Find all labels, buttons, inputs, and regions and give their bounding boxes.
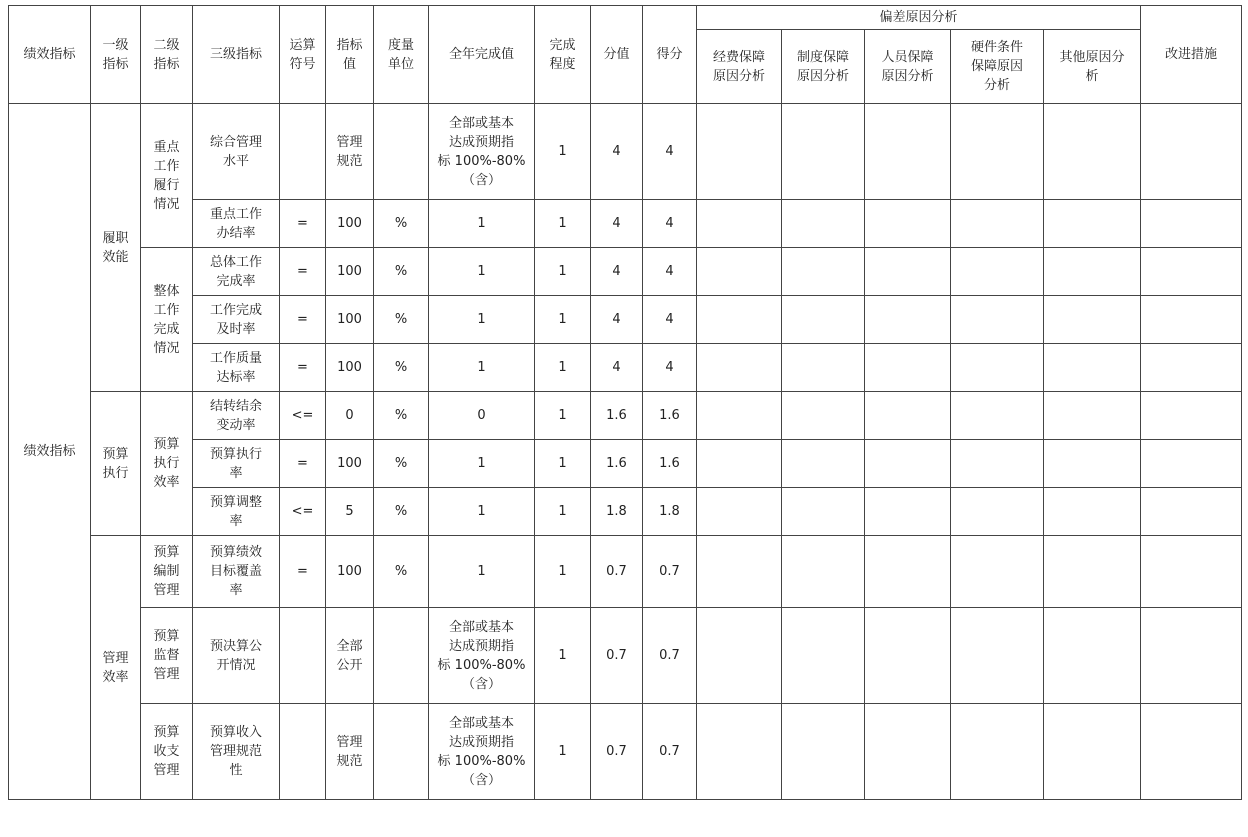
cell-improvement [1141,296,1242,344]
cell-dev-other [1044,536,1141,608]
cell-level3: 预算执行 率 [193,440,280,488]
cell-level2-budget-prep: 预算 编制 管理 [141,536,193,608]
cell-earned: 0.7 [643,536,697,608]
cell-target: 100 [326,536,374,608]
cell-dev-hardware [951,488,1044,536]
header-dev-funding: 经费保障 原因分析 [697,30,782,104]
cell-degree: 1 [535,704,591,800]
cell-dev-hardware [951,704,1044,800]
cell-earned: 4 [643,200,697,248]
cell-dev-system [782,344,865,392]
cell-unit: % [374,440,429,488]
header-dev-hardware: 硬件条件 保障原因 分析 [951,30,1044,104]
cell-unit: % [374,392,429,440]
cell-earned: 4 [643,248,697,296]
cell-target: 管理 规范 [326,104,374,200]
cell-dev-other [1044,392,1141,440]
cell-actual: 1 [429,536,535,608]
cell-dev-staff [865,296,951,344]
cell-earned: 1.8 [643,488,697,536]
cell-dev-funding [697,344,782,392]
cell-dev-funding [697,104,782,200]
cell-level1-budget: 预算 执行 [91,392,141,536]
cell-dev-staff [865,392,951,440]
cell-dev-funding [697,488,782,536]
cell-earned: 1.6 [643,392,697,440]
cell-level2-key-work: 重点 工作 履行 情况 [141,104,193,248]
cell-level3: 预决算公 开情况 [193,608,280,704]
cell-level2-budget-revenue: 预算 收支 管理 [141,704,193,800]
cell-level2-budget-exec: 预算 执行 效率 [141,392,193,536]
cell-dev-staff [865,200,951,248]
cell-score: 0.7 [591,536,643,608]
cell-improvement [1141,344,1242,392]
cell-level3: 工作完成 及时率 [193,296,280,344]
header-deviation-analysis: 偏差原因分析 [697,6,1141,30]
cell-level3: 工作质量 达标率 [193,344,280,392]
header-unit: 度量 单位 [374,6,429,104]
cell-level3: 预算绩效 目标覆盖 率 [193,536,280,608]
cell-earned: 4 [643,296,697,344]
header-level3: 三级指标 [193,6,280,104]
cell-dev-funding [697,200,782,248]
cell-dev-hardware [951,440,1044,488]
cell-unit [374,704,429,800]
cell-improvement [1141,440,1242,488]
header-points-earned: 得分 [643,6,697,104]
cell-level3: 结转结余 变动率 [193,392,280,440]
cell-level3: 预算收入 管理规范 性 [193,704,280,800]
performance-indicator-table [8,5,1242,800]
cell-dev-staff [865,488,951,536]
cell-operator [280,608,326,704]
header-target-value: 指标 值 [326,6,374,104]
cell-earned: 0.7 [643,608,697,704]
cell-target: 100 [326,440,374,488]
cell-actual: 全部或基本 达成预期指 标 100%-80% （含） [429,608,535,704]
cell-dev-other [1044,344,1141,392]
cell-degree: 1 [535,392,591,440]
cell-degree: 1 [535,296,591,344]
cell-operator: = [280,248,326,296]
cell-dev-funding [697,704,782,800]
cell-improvement [1141,104,1242,200]
header-perf-indicator: 绩效指标 [9,6,91,104]
cell-dev-system [782,440,865,488]
cell-operator: = [280,344,326,392]
cell-dev-funding [697,248,782,296]
cell-dev-hardware [951,536,1044,608]
cell-degree: 1 [535,536,591,608]
cell-dev-system [782,608,865,704]
cell-dev-staff [865,104,951,200]
cell-actual: 1 [429,440,535,488]
header-dev-system: 制度保障 原因分析 [782,30,865,104]
cell-level3: 预算调整 率 [193,488,280,536]
cell-target: 100 [326,248,374,296]
cell-dev-hardware [951,248,1044,296]
cell-unit: % [374,296,429,344]
cell-dev-funding [697,392,782,440]
cell-actual: 1 [429,488,535,536]
cell-operator: <= [280,392,326,440]
cell-unit: % [374,248,429,296]
header-dev-staff: 人员保障 原因分析 [865,30,951,104]
cell-dev-other [1044,440,1141,488]
cell-level1-duty: 履职 效能 [91,104,141,392]
cell-dev-other [1044,248,1141,296]
cell-perf-group: 绩效指标 [9,104,91,800]
cell-level1-mgmt: 管理 效率 [91,536,141,800]
cell-dev-other [1044,704,1141,800]
cell-actual: 1 [429,296,535,344]
cell-score: 4 [591,104,643,200]
header-operator: 运算 符号 [280,6,326,104]
cell-level2-budget-supervision: 预算 监督 管理 [141,608,193,704]
cell-dev-staff [865,536,951,608]
cell-score: 1.6 [591,392,643,440]
cell-improvement [1141,704,1242,800]
cell-dev-system [782,200,865,248]
header-dev-other: 其他原因分 析 [1044,30,1141,104]
cell-earned: 0.7 [643,704,697,800]
cell-dev-funding [697,296,782,344]
cell-dev-system [782,536,865,608]
cell-score: 4 [591,296,643,344]
cell-degree: 1 [535,344,591,392]
cell-dev-other [1044,608,1141,704]
cell-unit: % [374,200,429,248]
cell-dev-system [782,296,865,344]
cell-improvement [1141,248,1242,296]
cell-score: 0.7 [591,704,643,800]
cell-degree: 1 [535,440,591,488]
cell-earned: 1.6 [643,440,697,488]
cell-dev-funding [697,440,782,488]
cell-unit: % [374,536,429,608]
cell-actual: 全部或基本 达成预期指 标 100%-80% （含） [429,104,535,200]
cell-dev-other [1044,296,1141,344]
cell-earned: 4 [643,104,697,200]
cell-degree: 1 [535,608,591,704]
cell-actual: 1 [429,248,535,296]
cell-target: 5 [326,488,374,536]
cell-dev-hardware [951,200,1044,248]
cell-score: 4 [591,344,643,392]
cell-dev-hardware [951,392,1044,440]
cell-operator: = [280,200,326,248]
cell-dev-other [1044,104,1141,200]
cell-score: 4 [591,248,643,296]
cell-dev-hardware [951,296,1044,344]
cell-dev-system [782,392,865,440]
cell-dev-hardware [951,608,1044,704]
cell-dev-funding [697,536,782,608]
header-improvement: 改进措施 [1141,6,1242,104]
cell-operator: = [280,440,326,488]
header-score: 分值 [591,6,643,104]
cell-degree: 1 [535,200,591,248]
cell-level3: 综合管理 水平 [193,104,280,200]
header-annual-actual: 全年完成值 [429,6,535,104]
cell-dev-hardware [951,104,1044,200]
cell-dev-funding [697,608,782,704]
header-level2: 二级 指标 [141,6,193,104]
cell-unit [374,104,429,200]
cell-dev-system [782,248,865,296]
cell-improvement [1141,608,1242,704]
cell-improvement [1141,488,1242,536]
cell-degree: 1 [535,104,591,200]
cell-dev-other [1044,488,1141,536]
cell-degree: 1 [535,488,591,536]
cell-score: 1.8 [591,488,643,536]
cell-dev-staff [865,344,951,392]
cell-actual: 1 [429,200,535,248]
cell-score: 4 [591,200,643,248]
cell-score: 1.6 [591,440,643,488]
header-level1: 一级 指标 [91,6,141,104]
cell-improvement [1141,392,1242,440]
cell-actual: 1 [429,344,535,392]
cell-unit: % [374,344,429,392]
cell-dev-staff [865,704,951,800]
cell-operator: <= [280,488,326,536]
cell-dev-system [782,704,865,800]
cell-dev-system [782,488,865,536]
cell-target: 全部 公开 [326,608,374,704]
cell-operator: = [280,536,326,608]
cell-actual: 0 [429,392,535,440]
cell-target: 100 [326,344,374,392]
cell-improvement [1141,536,1242,608]
cell-dev-staff [865,440,951,488]
cell-target: 100 [326,296,374,344]
cell-dev-staff [865,608,951,704]
cell-unit [374,608,429,704]
cell-dev-system [782,104,865,200]
cell-degree: 1 [535,248,591,296]
header-completion-degree: 完成 程度 [535,6,591,104]
cell-target: 管理 规范 [326,704,374,800]
cell-dev-hardware [951,344,1044,392]
cell-unit: % [374,488,429,536]
cell-score: 0.7 [591,608,643,704]
cell-operator [280,104,326,200]
cell-improvement [1141,200,1242,248]
cell-level3: 总体工作 完成率 [193,248,280,296]
cell-level2-overall-work: 整体 工作 完成 情况 [141,248,193,392]
cell-level3: 重点工作 办结率 [193,200,280,248]
cell-earned: 4 [643,344,697,392]
cell-target: 0 [326,392,374,440]
cell-dev-staff [865,248,951,296]
cell-dev-other [1044,200,1141,248]
cell-actual: 全部或基本 达成预期指 标 100%-80% （含） [429,704,535,800]
cell-target: 100 [326,200,374,248]
cell-operator: = [280,296,326,344]
cell-operator [280,704,326,800]
